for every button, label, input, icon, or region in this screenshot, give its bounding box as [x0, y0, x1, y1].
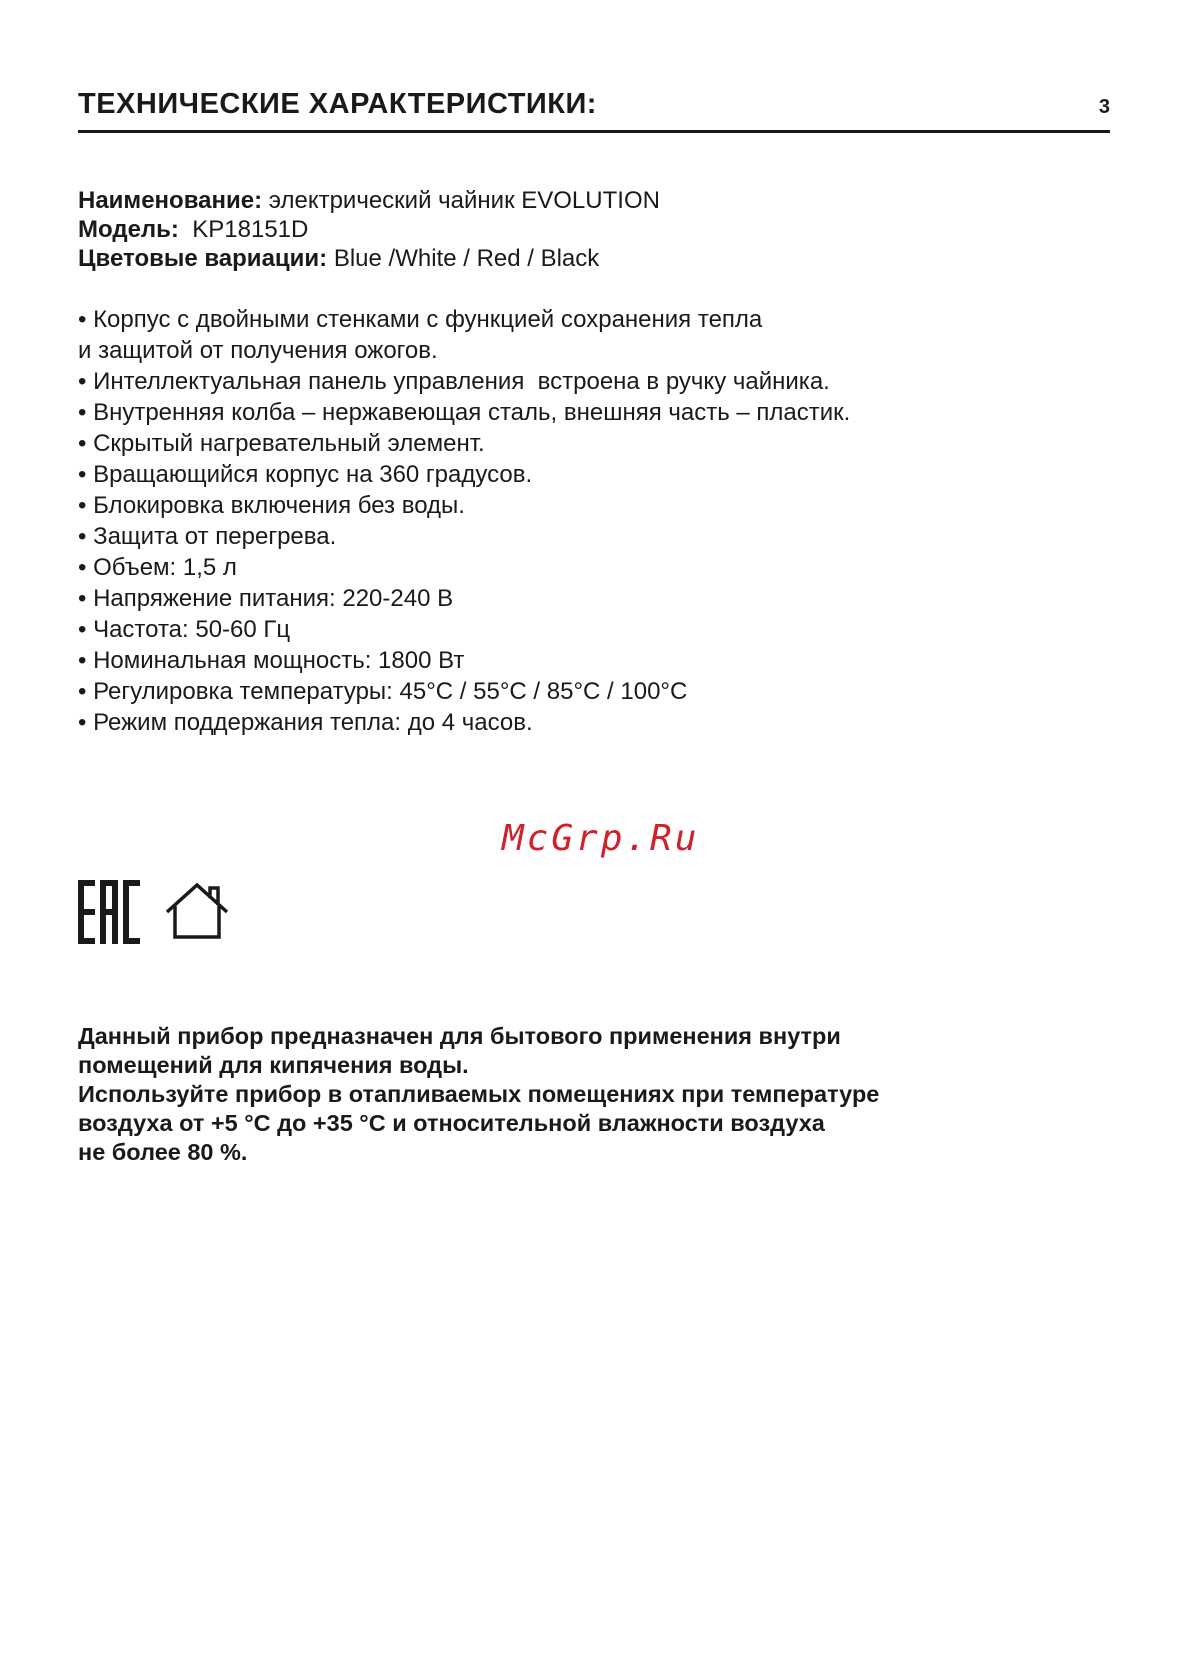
list-item: • Блокировка включения без воды. [78, 492, 465, 519]
list-item: • Защита от перегрева. [78, 523, 337, 550]
usage-notice [78, 1022, 879, 1167]
page-number: 3 [1098, 96, 1110, 118]
list-item: • Объем: 1,5 л [78, 554, 237, 581]
page-header [78, 84, 1110, 133]
page-title: ТЕХНИЧЕСКИЕ ХАРАКТЕРИСТИКИ: [78, 88, 597, 120]
list-item: • Интеллектуальная панель управления встроена в ручку чайника. [78, 368, 830, 395]
indoor-use-house-icon [164, 882, 230, 940]
list-item: • Номинальная мощность: 1800 Вт [78, 647, 465, 674]
notice-line: Используйте прибор в отапливаемых помещениях при температуре [78, 1081, 880, 1107]
list-item-continuation: и защитой от получения ожогов. [78, 337, 438, 364]
spec-value: электрический чайник EVOLUTION [262, 187, 660, 214]
spec-value: Blue /White / Red / Black [327, 245, 600, 272]
list-item: • Напряжение питания: 220-240 В [78, 585, 454, 612]
list-item: • Режим поддержания тепла: до 4 часов. [78, 709, 533, 736]
spec-model-row [78, 215, 660, 244]
notice-line: не более 80 %. [78, 1139, 248, 1165]
watermark: McGrp.Ru [502, 818, 700, 859]
spec-value: KP18151D [178, 216, 309, 243]
list-item: • Частота: 50-60 Гц [78, 616, 291, 643]
notice-line: помещений для кипячения воды. [78, 1052, 469, 1078]
spec-colors-row [78, 244, 660, 273]
product-specs [78, 186, 660, 273]
list-item: • Корпус с двойными стенками с функцией сохранения тепла [78, 306, 763, 333]
spec-label: Наименование: [78, 187, 263, 214]
list-item: • Внутренняя колба – нержавеющая сталь, внешняя часть – пластик. [78, 399, 851, 426]
feature-list [78, 304, 1108, 738]
notice-line: Данный прибор предназначен для бытового применения внутри [78, 1023, 841, 1049]
spec-label: Модель: [78, 216, 179, 243]
spec-label: Цветовые вариации: [78, 245, 328, 272]
spec-name-row [78, 186, 660, 215]
notice-line: воздуха от +5 °С до +35 °С и относительной влажности воздуха [78, 1110, 825, 1136]
list-item: • Вращающийся корпус на 360 градусов. [78, 461, 533, 488]
list-item: • Скрытый нагревательный элемент. [78, 430, 485, 457]
list-item: • Регулировка температуры: 45°С / 55°С / 85°С / 100°С [78, 678, 688, 705]
eac-mark-icon [78, 880, 140, 944]
